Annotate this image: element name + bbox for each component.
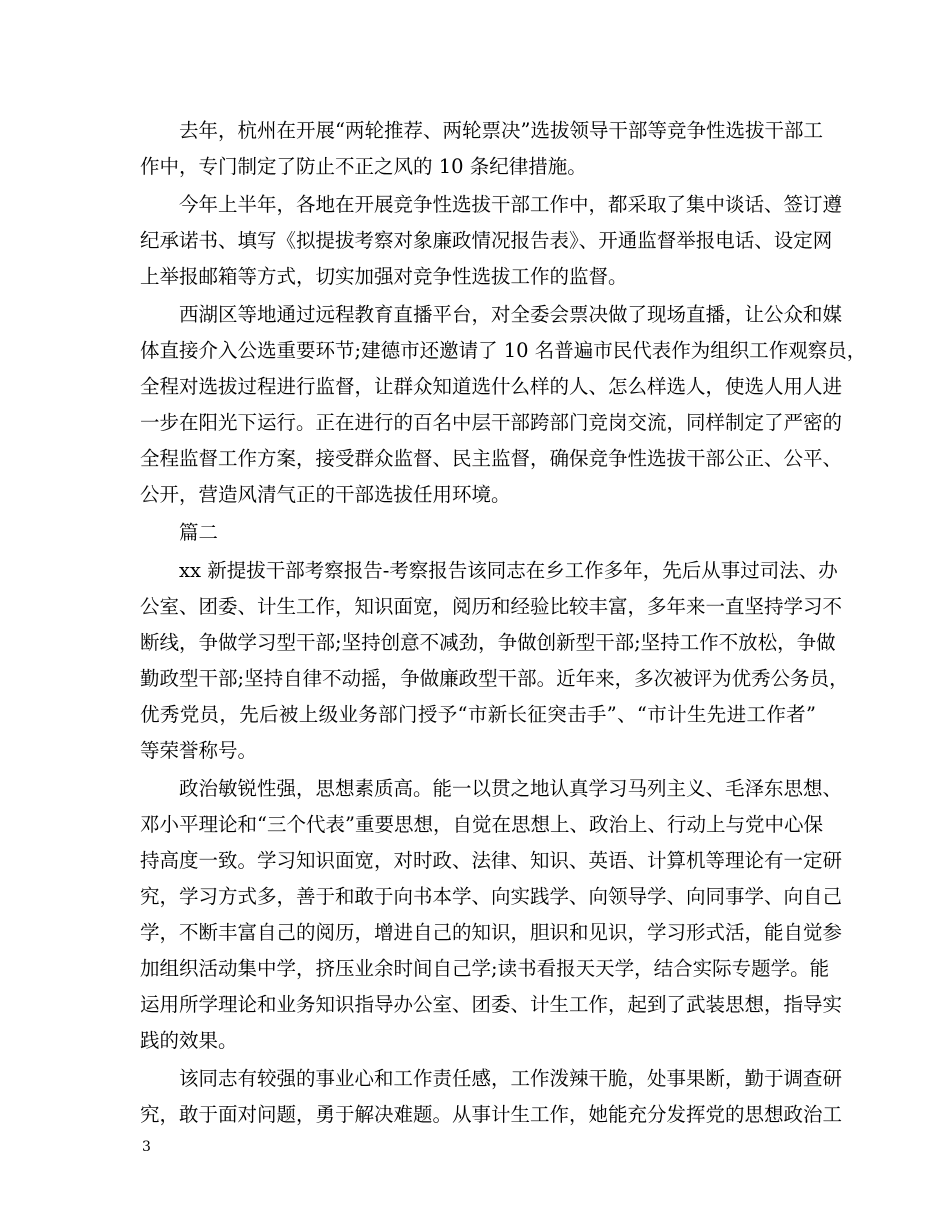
paragraph-line: 公开，营造风清气正的干部选拔任用环境。 (140, 483, 511, 506)
paragraph-line: xx 新提拔干部考察报告-考察报告该同志在乡工作多年，先后从事过司法、办 (179, 559, 838, 582)
paragraph (140, 187, 843, 295)
paragraph-line: 全程监督工作方案，接受群众监督、民主监督，确保竞争性选拔干部公正、公平、 (140, 447, 843, 470)
paragraph-line: 今年上半年，各地在开展竞争性选拔干部工作中，都采取了集中谈话、签订遵 (179, 193, 843, 216)
paragraph-line: 体直接介入公选重要环节;建德市还邀请了 10 名普遍市民代表作为组织工作观察员， (140, 339, 867, 362)
paragraph-line: 政治敏锐性强，思想素质高。能一以贯之地认真学习马列主义、毛泽东思想、 (179, 777, 843, 800)
paragraph-line: 一步在阳光下运行。正在进行的百名中层干部跨部门竞岗交流，同样制定了严密的 (140, 411, 843, 434)
paragraph (140, 515, 816, 551)
paragraph (140, 1061, 843, 1133)
paragraph-line: 学，不断丰富自己的阅历，增进自己的知识，胆识和见识，学习形式活，能自觉参 (140, 921, 843, 944)
document-body (140, 113, 867, 1135)
paragraph-line: 公室、团委、计生工作，知识面宽，阅历和经验比较丰富，多年来一直坚持学习不 (140, 595, 843, 618)
paragraph-line: 究，学习方式多，善于和敢于向书本学、向实践学、向领导学、向同事学、向自己 (140, 885, 843, 908)
paragraph-line: 等荣誉称号。 (140, 739, 258, 762)
paragraph-line: 西湖区等地通过远程教育直播平台，对全委会票决做了现场直播，让公众和媒 (179, 303, 843, 326)
paragraph-line: 去年，杭州在开展“两轮推荐、两轮票决”选拔领导干部等竞争性选拔干部工 (179, 119, 823, 142)
paragraph-line: 全程对选拔过程进行监督，让群众知道选什么样的人、怎么样选人，使选人用人进 (140, 375, 843, 398)
paragraph-line: 上举报邮箱等方式，切实加强对竞争性选拔工作的监督。 (140, 265, 628, 288)
paragraph-line: 该同志有较强的事业心和工作责任感，工作泼辣干脆，处事果断，勤于调查研 (179, 1067, 843, 1090)
paragraph-line: 作中，专门制定了防止不正之风的 10 条纪律措施。 (140, 155, 587, 178)
paragraph (140, 771, 843, 1059)
paragraph-line: 优秀党员，先后被上级业务部门授予“市新长征突击手”、“市计生先进工作者” (140, 703, 816, 726)
paragraph-line: 践的效果。 (140, 1029, 238, 1052)
paragraph-line: 断线，争做学习型干部;坚持创意不减劲，争做创新型干部;坚持工作不放松，争做 (140, 631, 836, 654)
paragraph-line: 究，敢于面对问题，勇于解决难题。从事计生工作，她能充分发挥党的思想政治工 (140, 1103, 843, 1126)
paragraph (140, 553, 849, 769)
paragraph-line: 运用所学理论和业务知识指导办公室、团委、计生工作，起到了武装思想，指导实 (140, 993, 843, 1016)
paragraph (140, 113, 823, 185)
paragraph-line: 邓小平理论和“三个代表”重要思想，自觉在思想上、政治上、行动上与党中心保 (140, 813, 823, 836)
page-number: 3 (142, 1139, 151, 1155)
paragraph-line: 纪承诺书、填写《拟提拔考察对象廉政情况报告表》、开通监督举报电话、设定网 (140, 229, 833, 252)
paragraph (140, 297, 867, 513)
paragraph-line: 持高度一致。学习知识面宽，对时政、法律、知识、英语、计算机等理论有一定研 (140, 849, 843, 872)
paragraph-line: 篇二 (179, 521, 219, 544)
paragraph-line: 加组织活动集中学，挤压业余时间自己学;读书看报天天学，结合实际专题学。能 (140, 957, 830, 980)
paragraph-line: 勤政型干部;坚持自律不动摇，争做廉政型干部。近年来，多次被评为优秀公务员， (140, 667, 849, 690)
